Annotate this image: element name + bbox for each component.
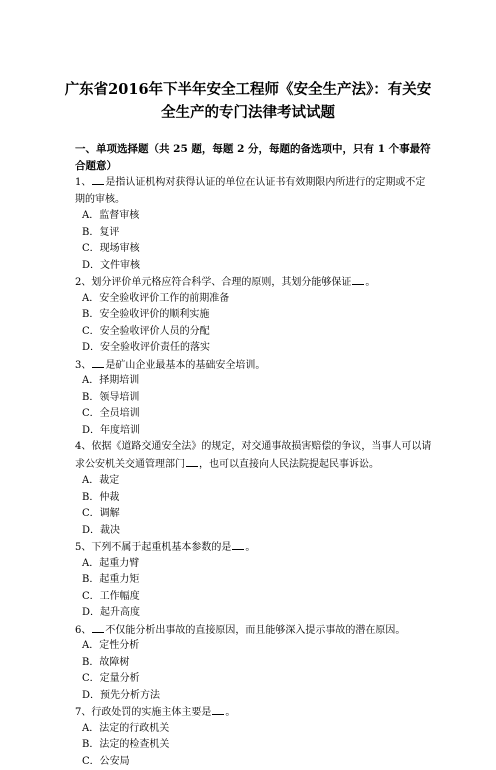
answer-blank bbox=[352, 274, 364, 285]
question-1-prefix: 1、 bbox=[75, 177, 91, 188]
question-4-stem: 4、依据《道路交通安全法》的规定，对交通事故损害赔偿的争议，当事人可以请求公安机关交通管理部门 bbox=[75, 441, 431, 470]
answer-blank bbox=[232, 539, 244, 550]
question-2-option-b: B．安全验收评价的顺利实施 bbox=[75, 307, 435, 324]
question-6-option-a: A．定性分析 bbox=[75, 638, 435, 655]
answer-blank bbox=[92, 174, 104, 185]
question-2-stem: 2、划分评价单元格应符合科学、合理的原则，其划分能够保证 bbox=[75, 277, 351, 288]
question-1 bbox=[75, 174, 435, 208]
document-title-line-2: 全生产的专门法律考试试题 bbox=[60, 103, 436, 123]
question-5-option-c: C．工作幅度 bbox=[75, 589, 435, 606]
question-7-option-b: B．法定的检查机关 bbox=[75, 737, 435, 754]
question-2-option-c: C．安全验收评价人员的分配 bbox=[75, 324, 435, 341]
question-1-stem: 是指认证机构对获得认证的单位在认证书有效期限内所进行的定期或不定期的审核。 bbox=[75, 177, 425, 205]
question-6-stem: 不仅能分析出事故的直接原因，而且能够深入提示事故的潜在原因。 bbox=[105, 625, 405, 636]
question-3 bbox=[75, 357, 435, 374]
answer-blank bbox=[92, 622, 104, 633]
section-heading: 一、单项选择题（共 25 题，每题 2 分，每题的备选项中，只有 1 个事最符合题意） bbox=[75, 141, 435, 174]
question-6-option-d: D．预先分析方法 bbox=[75, 688, 435, 705]
question-3-option-c: C．全员培训 bbox=[75, 406, 435, 423]
question-6-option-c: C．定量分析 bbox=[75, 671, 435, 688]
question-list bbox=[75, 174, 435, 770]
question-3-stem: 是矿山企业最基本的基础安全培训。 bbox=[105, 360, 265, 371]
question-4-option-d: D．裁决 bbox=[75, 523, 435, 540]
question-4-option-c: C．调解 bbox=[75, 506, 435, 523]
answer-blank bbox=[92, 357, 104, 368]
question-4-option-b: B．仲裁 bbox=[75, 490, 435, 507]
question-1-option-b: B．复评 bbox=[75, 225, 435, 242]
question-1-option-a: A．监督审核 bbox=[75, 208, 435, 225]
question-7 bbox=[75, 704, 435, 721]
question-1-option-d: D．文件审核 bbox=[75, 258, 435, 275]
answer-blank bbox=[186, 456, 198, 467]
question-2-suffix: 。 bbox=[365, 277, 375, 288]
question-3-option-a: A．择期培训 bbox=[75, 373, 435, 390]
question-7-suffix: 。 bbox=[225, 707, 235, 718]
question-6 bbox=[75, 622, 435, 639]
question-2 bbox=[75, 274, 435, 291]
question-7-option-c: C．公安局 bbox=[75, 754, 435, 770]
question-2-option-a: A．安全验收评价工作的前期准备 bbox=[75, 291, 435, 308]
document-title-line-1: 广东省2016年下半年安全工程师《安全生产法》：有关安 bbox=[60, 80, 436, 100]
question-5 bbox=[75, 539, 435, 556]
question-5-option-a: A．起重力臂 bbox=[75, 556, 435, 573]
answer-blank bbox=[212, 704, 224, 715]
question-7-stem: 7、行政处罚的实施主体主要是 bbox=[75, 707, 211, 718]
question-3-option-d: D．年度培训 bbox=[75, 423, 435, 440]
question-4-option-a: A．裁定 bbox=[75, 473, 435, 490]
question-3-option-b: B．领导培训 bbox=[75, 390, 435, 407]
question-6-prefix: 6、 bbox=[75, 625, 91, 636]
question-5-suffix: 。 bbox=[245, 542, 255, 553]
question-4-suffix: ，也可以直接向人民法院提起民事诉讼。 bbox=[199, 459, 379, 470]
question-5-option-b: B．起重力矩 bbox=[75, 572, 435, 589]
question-3-prefix: 3、 bbox=[75, 360, 91, 371]
question-7-option-a: A．法定的行政机关 bbox=[75, 721, 435, 738]
question-4 bbox=[75, 439, 435, 473]
question-2-option-d: D．安全验收评价责任的落实 bbox=[75, 340, 435, 357]
question-5-option-d: D．起升高度 bbox=[75, 605, 435, 622]
question-6-option-b: B．故障树 bbox=[75, 655, 435, 672]
question-5-stem: 5、下列不属于起重机基本参数的是 bbox=[75, 542, 231, 553]
question-1-option-c: C．现场审核 bbox=[75, 241, 435, 258]
